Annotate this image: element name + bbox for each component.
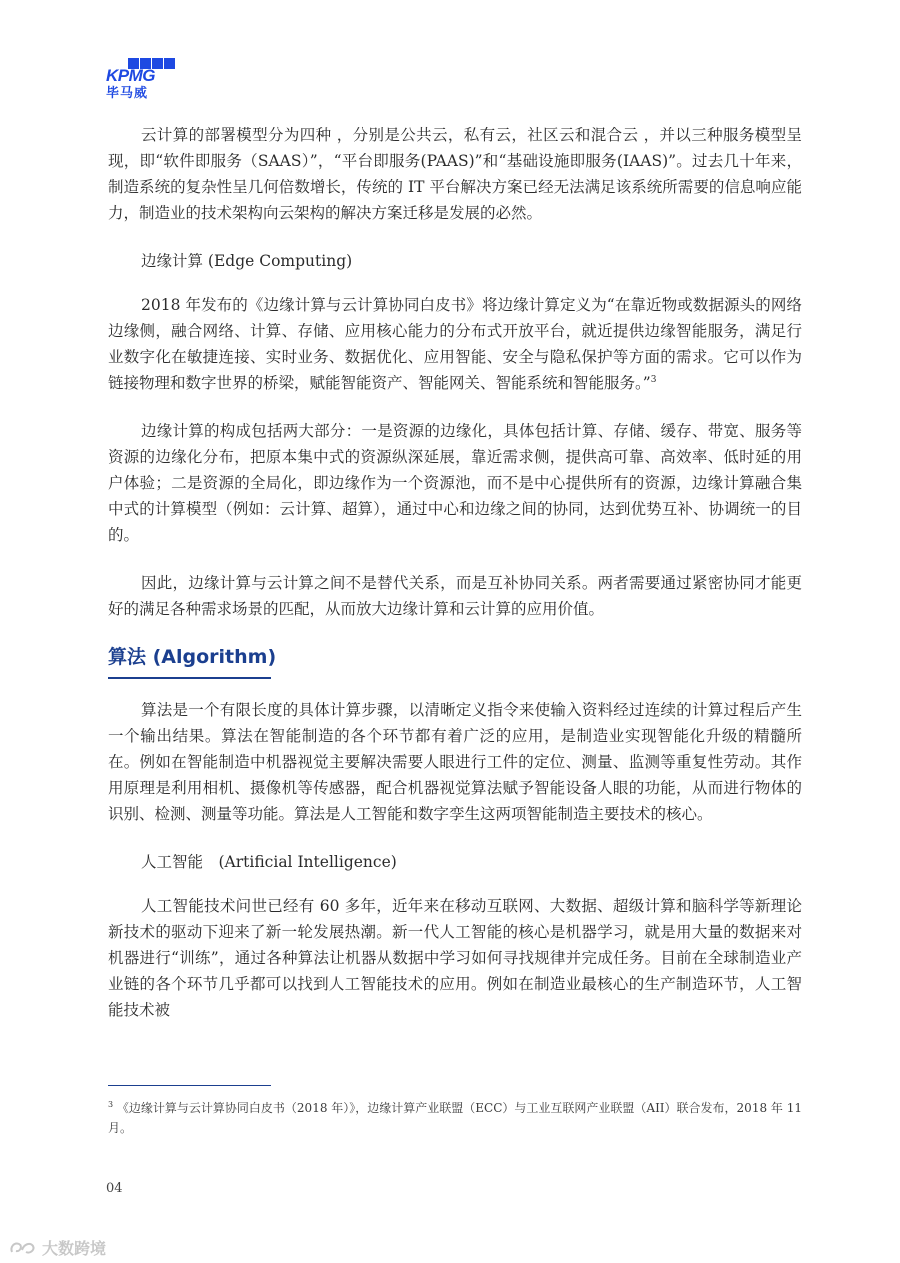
subheading-edge-computing: 边缘计算 (Edge Computing) bbox=[141, 252, 353, 270]
page-number: 04 bbox=[106, 1181, 123, 1196]
section-algorithm bbox=[108, 644, 802, 679]
footnote-divider bbox=[108, 1085, 271, 1086]
page-content bbox=[108, 122, 802, 1023]
watermark-logo-icon bbox=[8, 1238, 36, 1258]
logo-text: KPMG bbox=[106, 66, 155, 85]
paragraph-ai: 人工智能技术问世已经有 60 多年，近年来在移动互联网、大数据、超级计算和脑科学等新理论新技术的驱动下迎来了新一轮发展热潮。新一代人工智能的核心是机器学习，就是用大量的数据来对机器进行“训练”，通过各种算法让机器从数据中学习如何寻找规律并完成任务。目前在全球制造业产业链的各个环节几乎都可以找到人工智能技术的应用。例如在制造业最核心的生产制造环节，人工智能技术被 bbox=[108, 897, 802, 1019]
footnote-text: 《边缘计算与云计算协同白皮书（2018 年）》，边缘计算产业联盟（ECC）与工业互联网产业联盟（AII）联合发布，2018 年 11 月。 bbox=[108, 1101, 802, 1135]
section-title: 算法 (Algorithm) bbox=[108, 644, 271, 679]
paragraph-edge-composition: 边缘计算的构成包括两大部分：一是资源的边缘化，具体包括计算、存储、缓存、带宽、服务等资源的边缘化分布，把原本集中式的资源纵深延展，靠近需求侧，提供高可靠、高效率、低时延的用户体验；二是资源的全局化，即边缘作为一个资源池，而不是中心提供所有的资源，边缘计算融合集中式的计算模型（例如：云计算、超算），通过中心和边缘之间的协同，达到优势互补、协调统一的目的。 bbox=[108, 422, 802, 544]
paragraph-cloud-deployment: 云计算的部署模型分为四种 ，分别是公共云，私有云，社区云和混合云 ，并以三种服务模型呈现，即“软件即服务（SAAS）”，“平台即服务(PAAS)”和“基础设施即服务(IAAS)”。过去几十年来，制造系统的复杂性呈几何倍数增长，传统的 IT 平台解决方案已经无法满足该系统所需要的信息响应能力，制造业的技术架构向云架构的解决方案迁移是发展的必然。 bbox=[108, 126, 802, 222]
logo-mark bbox=[106, 58, 176, 85]
footnote-number: 3 bbox=[108, 1100, 114, 1109]
footnote-ref: 3 bbox=[650, 374, 657, 385]
kpmg-logo bbox=[106, 58, 176, 101]
paragraph-edge-cloud-relation: 因此，边缘计算与云计算之间不是替代关系，而是互补协同关系。两者需要通过紧密协同才能更好的满足各种需求场景的匹配，从而放大边缘计算和云计算的应用价值。 bbox=[108, 574, 802, 618]
watermark bbox=[8, 1236, 106, 1259]
footnote bbox=[108, 1098, 802, 1138]
watermark-text: 大数跨境 bbox=[42, 1239, 107, 1258]
paragraph-edge-definition bbox=[108, 292, 802, 396]
paragraph-algorithm: 算法是一个有限长度的具体计算步骤，以清晰定义指令来使输入资料经过连续的计算过程后产生一个输出结果。算法在智能制造的各个环节都有着广泛的应用，是制造业实现智能化升级的精髓所在。例如在智能制造中机器视觉主要解决需要人眼进行工件的定位、测量、监测等重复性劳动。其作用原理是利用相机、摄像机等传感器，配合机器视觉算法赋予智能设备人眼的功能，从而进行物体的识别、检测、测量等功能。算法是人工智能和数字孪生这两项智能制造主要技术的核心。 bbox=[108, 701, 802, 823]
paragraph-edge-definition-text: 2018 年发布的《边缘计算与云计算协同白皮书》将边缘计算定义为“在靠近物或数据源头的网络边缘侧，融合网络、计算、存储、应用核心能力的分布式开放平台，就近提供边缘智能服务，满足行业数字化在敏捷连接、实时业务、数据优化、应用智能、安全与隐私保护等方面的需求。它可以作为链接物理和数字世界的桥梁，赋能智能资产、智能网关、智能系统和智能服务。” bbox=[108, 296, 802, 392]
logo-cn: 毕马威 bbox=[106, 86, 149, 101]
subheading-ai: 人工智能 (Artificial Intelligence) bbox=[141, 853, 397, 871]
